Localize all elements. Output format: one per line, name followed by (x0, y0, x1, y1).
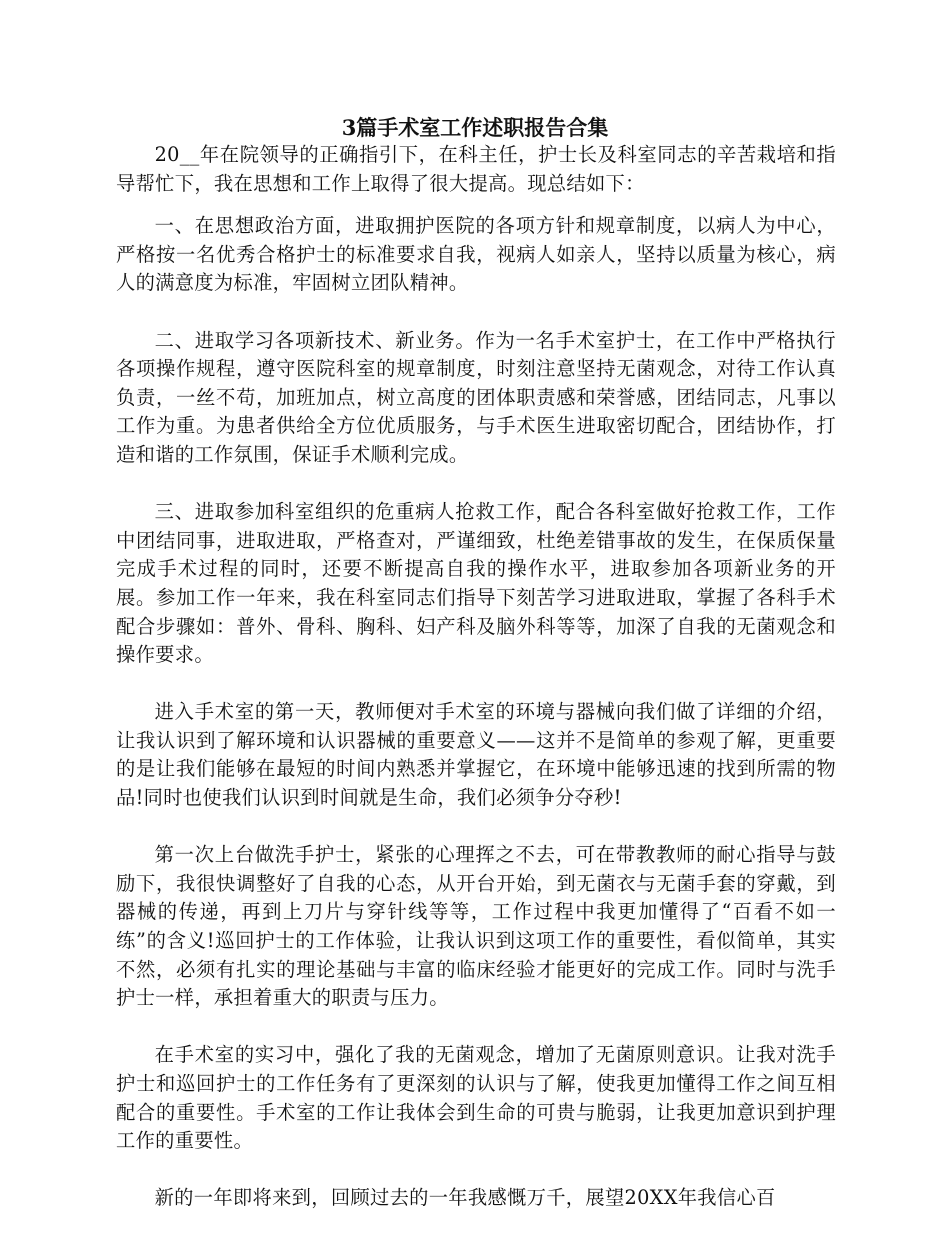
paragraph-internship: 在手术室的实习中，强化了我的无菌观念，增加了无菌原则意识。让我对洗手护士和巡回护士的工作任务有了更深刻的认识与了解，使我更加懂得工作之间互相配合的重要性。手术室的工作让我体会到生命的可贵与脆弱，让我更加意识到护理工作的重要性。 (116, 1043, 836, 1153)
paragraph-new-year: 新的一年即将来到，回顾过去的一年我感慨万千，展望20XX年我信心百 (154, 1186, 776, 1210)
paragraph-rescue: 三、进取参加科室组织的危重病人抢救工作，配合各科室做好抢救工作，工作中团结同事，进取进取，严格查对，严谨细致，杜绝差错事故的发生，在保质保量完成手术过程的同时，还要不断提高自我的操作水平，进取参加各项新业务的开展。参加工作一年来，我在科室同志们指导下刻苦学习进取进取，掌握了各科手术配合步骤如：普外、骨科、胸科、妇产科及脑外科等等，加深了自我的无菌观念和操作要求。 (116, 500, 836, 667)
document-title: 3篇手术室工作述职报告合集 (341, 115, 609, 140)
paragraph-political: 一、在思想政治方面，进取拥护医院的各项方针和规章制度，以病人为中心，严格按一名优秀合格护士的标准要求自我，视病人如亲人，坚持以质量为核心，病人的满意度为标准，牢固树立团队精神。 (116, 214, 836, 295)
paragraph-scrub-nurse: 第一次上台做洗手护士，紧张的心理挥之不去，可在带教教师的耐心指导与鼓励下，我很快调整好了自我的心态，从开台开始，到无菌衣与无菌手套的穿戴，到器械的传递，再到上刀片与穿针线等等，工作过程中我更加懂得了“百看不如一练”的含义!巡回护士的工作体验，让我认识到这项工作的重要性，看似简单，其实不然，必须有扎实的理论基础与丰富的临床经验才能更好的完成工作。同时与洗手护士一样，承担着重大的职责与压力。 (116, 843, 836, 1010)
document-body (116, 141, 836, 1242)
paragraph-first-day: 进入手术室的第一天，教师便对手术室的环境与器械向我们做了详细的介绍，让我认识到了解环境和认识器械的重要意义——这并不是简单的参观了解，更重要的是让我们能够在最短的时间内熟悉并掌握它，在环境中能够迅速的找到所需的物品!同时也使我们认识到时间就是生命，我们必须争分夺秒! (116, 700, 836, 810)
paragraph-learning: 二、进取学习各项新技术、新业务。作为一名手术室护士，在工作中严格执行各项操作规程，遵守医院科室的规章制度，时刻注意坚持无菌观念，对待工作认真负责，一丝不苟，加班加点，树立高度的团体职责感和荣誉感，团结同志，凡事以工作为重。为患者供给全方位优质服务，与手术医生进取密切配合，团结协作，打造和谐的工作氛围，保证手术顺利完成。 (116, 328, 836, 466)
paragraph-intro: 20__年在院领导的正确指引下，在科主任，护士长及科室同志的辛苦栽培和指导帮忙下，我在思想和工作上取得了很大提高。现总结如下： (116, 143, 836, 195)
